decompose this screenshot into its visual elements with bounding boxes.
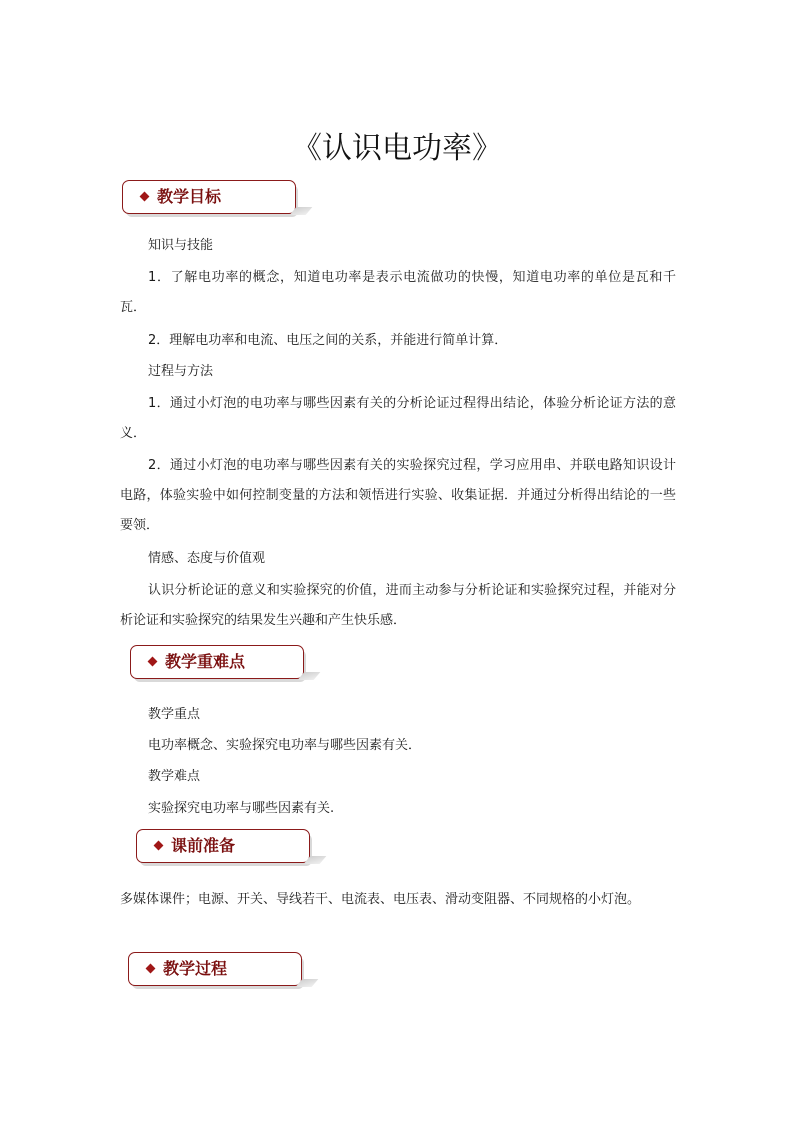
- diamond-bullet-icon: [154, 841, 164, 851]
- section-header-teaching-goals: [122, 180, 296, 214]
- process-methods-heading: 过程与方法: [148, 364, 214, 379]
- section-header-teaching-process: [128, 952, 302, 986]
- emotion-item: 认识分析论证的意义和实验探究的价值，进而主动参与分析论证和实验探究过程，并能对分析论证和实验探究的结果发生兴趣和产生快乐感．: [120, 583, 676, 628]
- section-label: 课前准备: [171, 836, 236, 855]
- section-header-key-difficult-points: [130, 645, 304, 679]
- page-title: 《认识电功率》: [292, 131, 502, 166]
- key-point-heading: 教学重点: [148, 707, 201, 722]
- difficult-point-heading: 教学难点: [148, 769, 201, 784]
- diamond-bullet-icon: [148, 657, 158, 667]
- emotion-values-heading: 情感、态度与价值观: [148, 551, 266, 566]
- knowledge-skills-heading: 知识与技能: [148, 238, 214, 253]
- process-item-1: 1．通过小灯泡的电功率与哪些因素有关的分析论证过程得出结论，体验分析论证方法的意义．: [120, 396, 676, 441]
- key-point-text: 电功率概念、实验探究电功率与哪些因素有关．: [148, 738, 422, 753]
- knowledge-item-1: 1．了解电功率的概念，知道电功率是表示电流做功的快慢，知道电功率的单位是瓦和千瓦．: [120, 270, 676, 315]
- diamond-bullet-icon: [140, 192, 150, 202]
- diamond-bullet-icon: [146, 964, 156, 974]
- section-label: 教学重难点: [165, 652, 246, 671]
- process-item-2: 2．通过小灯泡的电功率与哪些因素有关的实验探究过程，学习应用串、并联电路知识设计电路，体验实验中如何控制变量的方法和领悟进行实验、收集证据．并通过分析得出结论的一些要领．: [120, 458, 676, 533]
- difficult-point-text: 实验探究电功率与哪些因素有关.: [148, 801, 335, 816]
- section-label: 教学过程: [163, 959, 228, 978]
- knowledge-item-2: 2．理解电功率和电流、电压之间的关系，并能进行简单计算．: [148, 333, 508, 348]
- section-header-preparation: [136, 829, 310, 863]
- preparation-materials: 多媒体课件；电源、开关、导线若干、电流表、电压表、滑动变阻器、不同规格的小灯泡。: [120, 892, 641, 907]
- section-label: 教学目标: [157, 187, 222, 206]
